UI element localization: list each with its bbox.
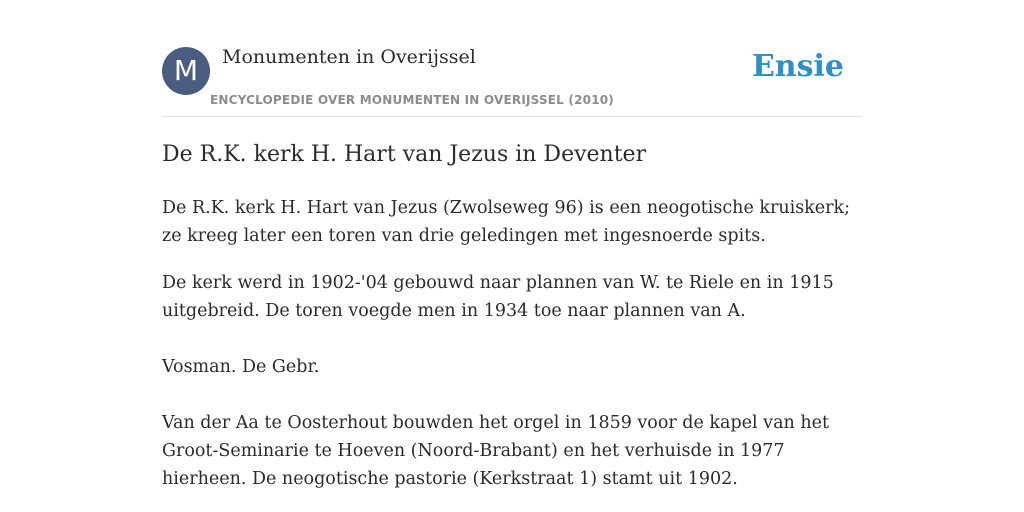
article-paragraph: De R.K. kerk H. Hart van Jezus (Zwolseweg 96) is een neogotische kruiskerk; ze kreeg later een toren van drie geledingen met ingesnoerde spits. bbox=[162, 198, 851, 246]
article-paragraph: Van der Aa te Oosterhout bouwden het orgel in 1859 voor de kapel van het Groot-Seminarie te Hoeven (Noord-Brabant) en het verhuisde in 1977 hierheen. De neogotische pastorie (Kerkstraat 1) stamt uit 1902. bbox=[162, 413, 829, 489]
ensie-logo[interactable]: Ensie bbox=[751, 49, 844, 84]
article-paragraph: De kerk werd in 1902-'04 gebouwd naar plannen van W. te Riele en in 1915 uitgebreid. De toren voegde men in 1934 toe naar plannen van A. bbox=[162, 273, 834, 321]
article-title: De R.K. kerk H. Hart van Jezus in Deventer bbox=[162, 142, 647, 167]
article-paragraph: Vosman. De Gebr. bbox=[162, 357, 320, 377]
source-header bbox=[162, 46, 862, 117]
source-subtitle: ENCYCLOPEDIE OVER MONUMENTEN IN OVERIJSSEL (2010) bbox=[210, 93, 614, 107]
source-title-link[interactable]: Monumenten in Overijssel bbox=[222, 46, 476, 68]
article bbox=[162, 138, 862, 493]
source-avatar[interactable]: M bbox=[162, 47, 210, 95]
